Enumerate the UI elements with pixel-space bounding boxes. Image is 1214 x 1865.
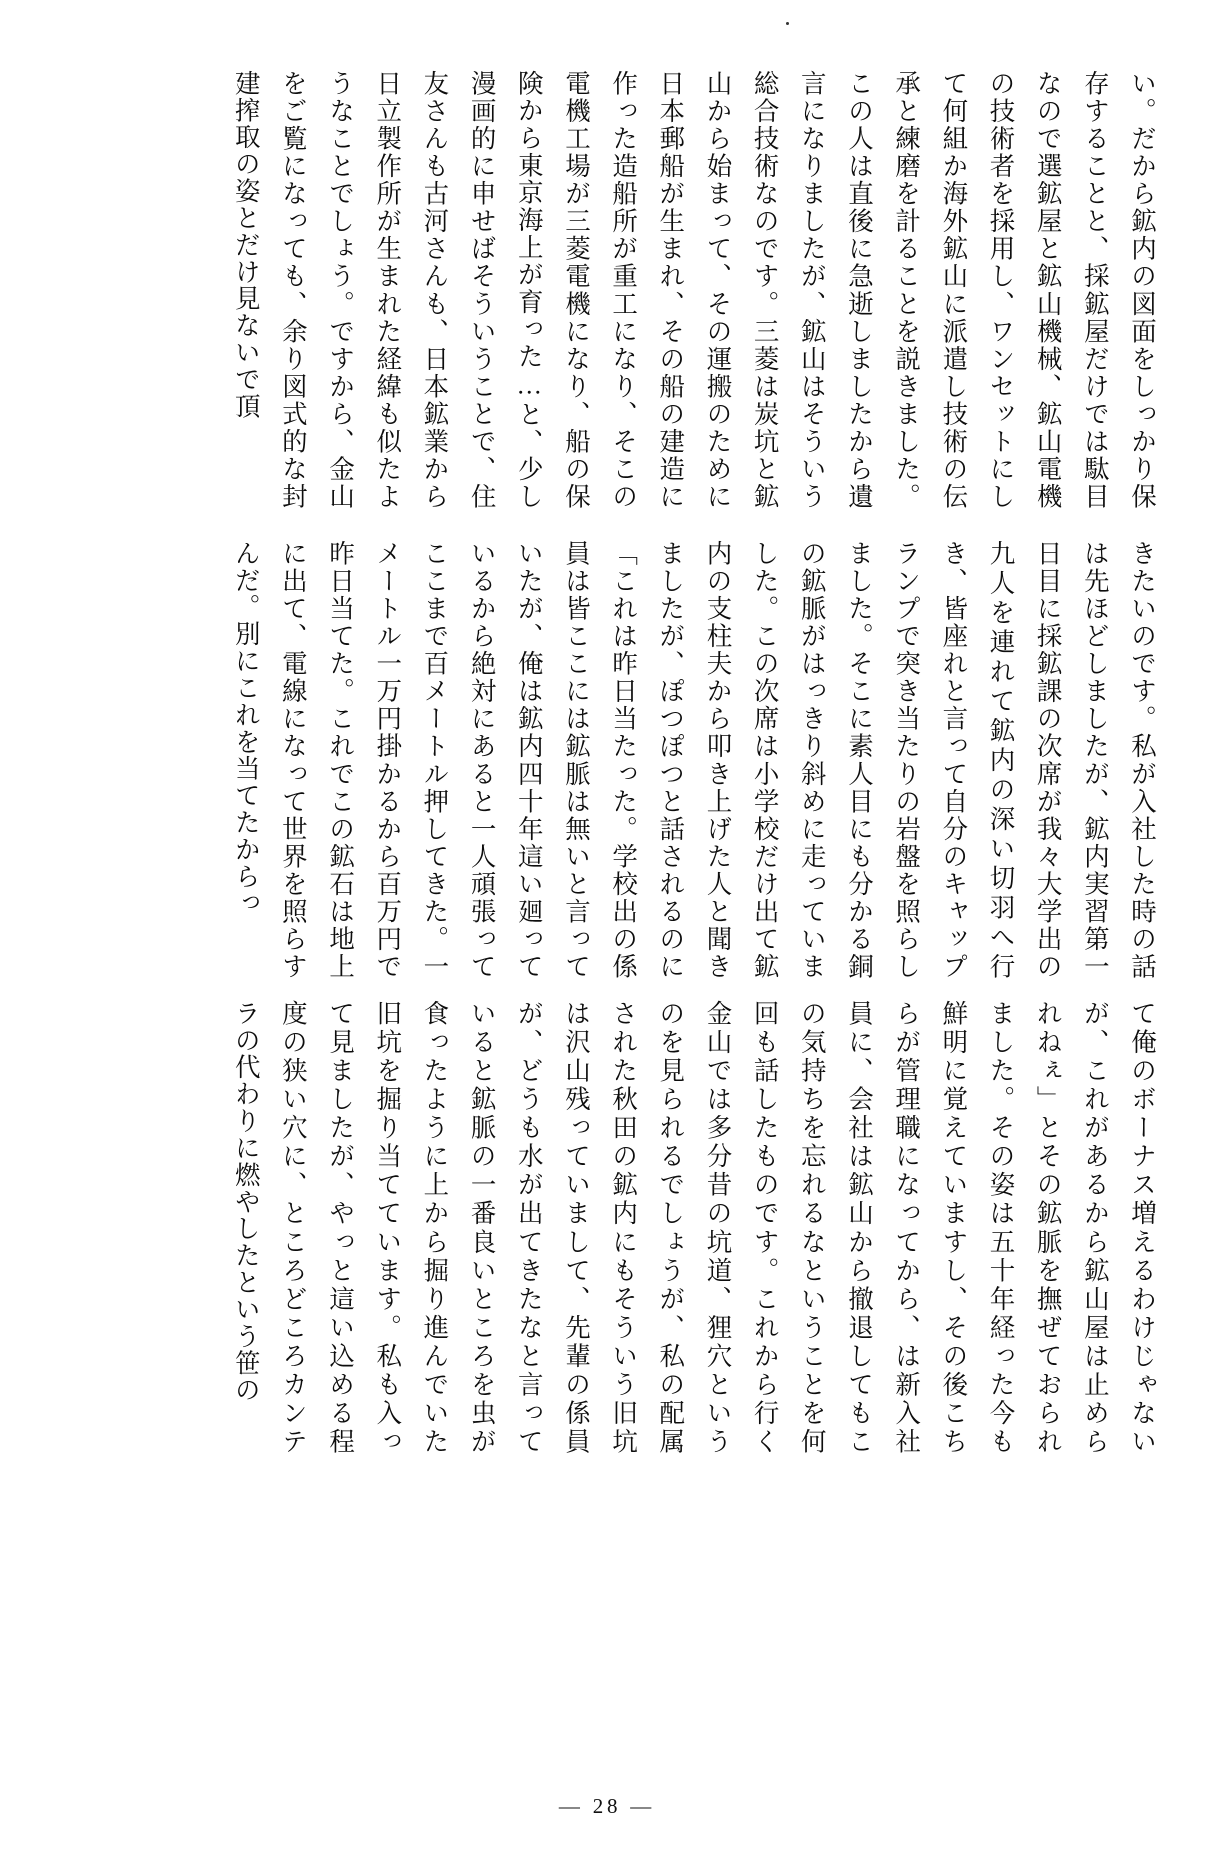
page-mark-dot: [786, 22, 789, 25]
text-block-3: て俺のボーナス増えるわけじゃないが、これがあるから鉱山屋は止められねぇ」とその鉱脈を撫ぜておられました。その姿は五十年経った今も鮮明に覚えていますし、その後こちらが管理職になってから、は新入社員に、会社は鉱山から撤退してもこの気持ちを忘れるなということを何回も話したものです。これから行く金山では多分昔の坑道、狸穴というのを見られるでしょうが、私の配属された秋田の鉱内にもそういう旧坑は沢山残っていまして、先輩の係員が、どうも水が出てきたなと言っていると鉱脈の一番良いところを虫が食ったように上から掘り進んでいた旧坑を掘り当てています。私も入って見ましたが、やっと這い込める程度の狭い穴に、ところどころカンテラの代わりに燃やしたという笹の: [231, 1000, 1157, 1455]
text-block-1: い。だから鉱内の図面をしっかり保存することと、採鉱屋だけでは駄目なので選鉱屋と鉱山機械、鉱山電機の技術者を採用し、ワンセットにして何組か海外鉱山に派遣し技術の伝承と練磨を計ることを説きました。この人は直後に急逝しましたから遺言になりましたが、鉱山はそういう総合技術なのです。三菱は炭坑と鉱山から始まって、その運搬のために日本郵船が生まれ、その船の建造に作った造船所が重工になり、そこの電機工場が三菱電機になり、船の保険から東京海上が育った…と、少し漫画的に申せばそういうことで、住友さんも古河さんも、日本鉱業から日立製作所が生まれた経緯も似たようなことでしょう。ですから、金山をご覧になっても、余り図式的な封建搾取の姿とだけ見ないで頂: [231, 70, 1157, 510]
text-block-2: きたいのです。私が入社した時の話は先ほどしましたが、鉱内実習第一日目に採鉱課の次席が我々大学出の九人を連れて鉱内の深い切羽へ行き、皆座れと言って自分のキャップランプで突き当たりの岩盤を照らしました。そこに素人目にも分かる銅の鉱脈がはっきり斜めに走っていました。この次席は小学校だけ出て鉱内の支柱夫から叩き上げた人と聞きましたが、ぽつぽつと話されるのに「これは昨日当たった。学校出の係員は皆ここには鉱脈は無いと言っていたが、俺は鉱内四十年這い廻っているから絶対にあると一人頑張ってここまで百メートル押してきた。一メートル一万円掛かるから百万円で昨日当てた。これでこの鉱石は地上に出て、電線になって世界を照らすんだ。別にこれを当てたからっ: [231, 540, 1157, 980]
page-number: — 28 —: [558, 1794, 656, 1818]
